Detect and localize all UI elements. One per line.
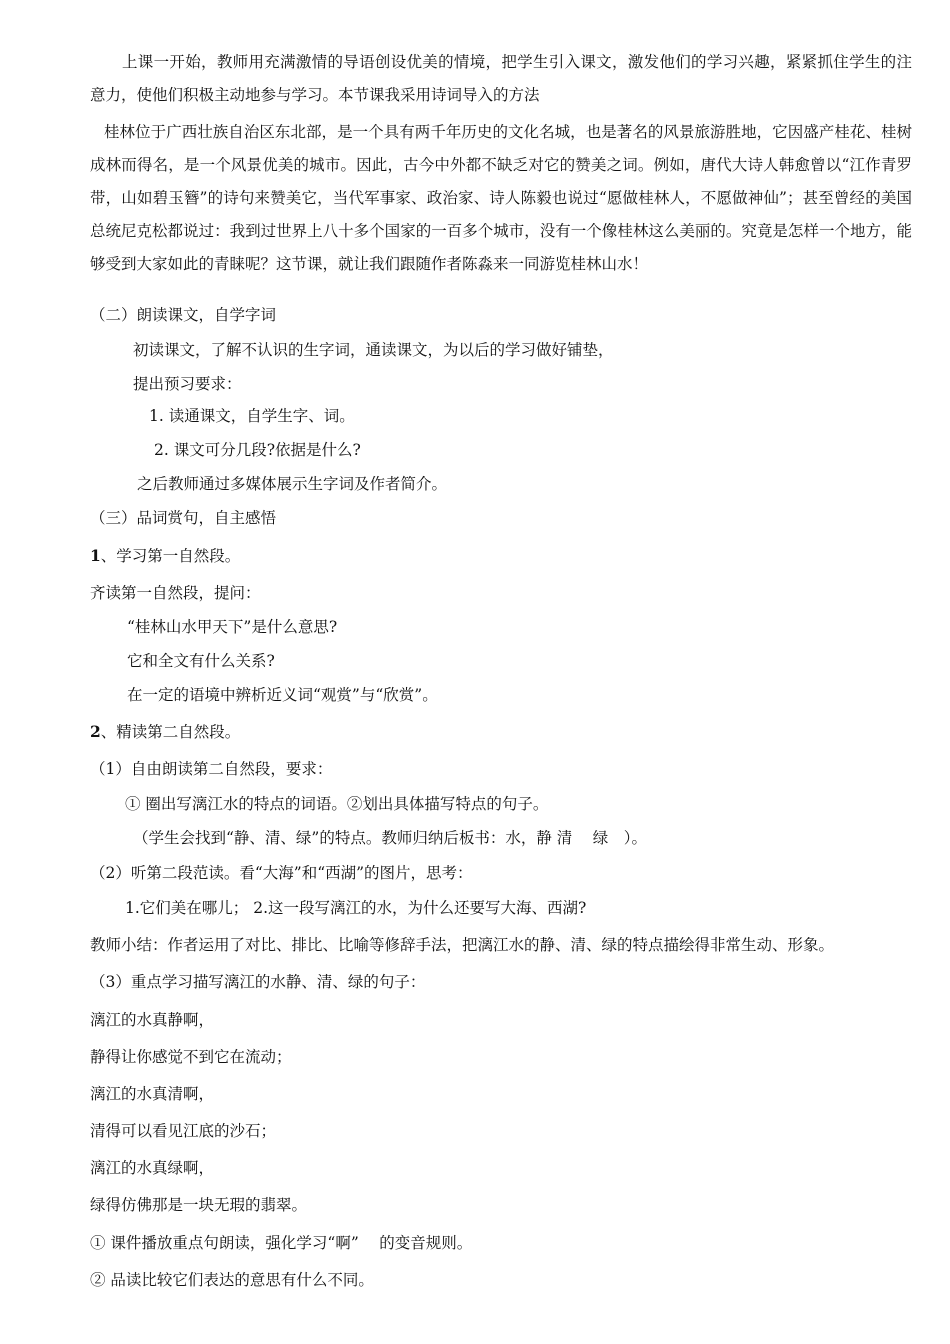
step-2-title: 、精读第二自然段。: [100, 723, 241, 741]
first-reading-instruction: 初读课文，了解不认识的生字词，通读课文，为以后的学习做好铺垫，: [133, 341, 614, 359]
step-1-number: 1: [90, 546, 101, 565]
courseware-step-1: ① 课件播放重点句朗读，强化学习“啊” 的变音规则。: [90, 1234, 473, 1252]
step-2-task-1-detail: ① 圈出写漓江水的特点的词语。②划出具体描写特点的句子。: [125, 795, 549, 813]
poem-line: 静得让你感觉不到它在流动；: [90, 1048, 292, 1066]
poem-line: 清得可以看见江底的沙石；: [90, 1122, 277, 1140]
poem-line: 绿得仿佛那是一块无瑕的翡翠。: [90, 1196, 308, 1214]
step-1-title: 、学习第一自然段。: [100, 547, 241, 565]
teacher-summary: 教师小结：作者运用了对比、排比、比喻等修辞手法，把漓江水的静、清、绿的特点描绘得非常生动、形象。: [90, 936, 835, 954]
step-2-task-1: （1）自由朗读第二自然段，要求：: [90, 760, 333, 778]
step-1-question-2: 它和全文有什么关系?: [127, 652, 275, 670]
intro-paragraph: 上课一开始，教师用充满激情的导语创设优美的情境，把学生引入课文，激发他们的学习兴趣，紧紧抓住学生的注意力，使他们积极主动地参与学习。本节课我采用诗词导入的方法: [90, 53, 912, 104]
step-2-task-3: （3）重点学习描写漓江的水静、清、绿的句子：: [90, 973, 426, 991]
poem-line: 漓江的水真清啊，: [90, 1085, 215, 1103]
requirement-item-2: 2. 课文可分几段?依据是什么?: [154, 441, 361, 459]
step-2-number: 2: [90, 722, 101, 741]
courseware-step-2: ② 品读比较它们表达的意思有什么不同。: [90, 1271, 374, 1289]
guilin-intro-paragraph: 桂林位于广西壮族自治区东北部，是一个具有两千年历史的文化名城，也是著名的风景旅游胜地，它因盛产桂花、桂树成林而得名，是一个风景优美的城市。因此，古今中外都不缺乏对它的赞美之词。例如，唐代大诗人韩愈曾以“江作青罗带，山如碧玉簪”的诗句来赞美它，当代军事家、政治家、诗人陈毅也说过“愿做桂林人，不愿做神仙”；甚至曾经的美国总统尼克松都说过：我到过世界上八十多个国家的一百多个城市，没有一个像桂林这么美丽的。究竟是怎样一个地方，能够受到大家如此的青睐呢？这节课，就让我们跟随作者陈淼来一同游览桂林山水！: [90, 123, 912, 273]
multimedia-note: 之后教师通过多媒体展示生字词及作者简介。: [137, 475, 448, 493]
step-2-task-2: （2）听第二段范读。看“大海”和“西湖”的图片，思考：: [90, 864, 473, 882]
preview-requirements-label: 提出预习要求：: [133, 375, 242, 393]
requirement-item-1: 1. 读通课文，自学生字、词。: [149, 407, 355, 425]
step-2-task-1-note: （学生会找到“静、清、绿”的特点。教师归纳后板书：水，静 清 绿 ）。: [133, 829, 647, 847]
poem-line: 漓江的水真静啊，: [90, 1011, 215, 1029]
step-2-task-2-questions: 1.它们美在哪儿； 2.这一段写漓江的水，为什么还要写大海、西湖?: [125, 899, 587, 917]
poem-line: 漓江的水真绿啊，: [90, 1159, 215, 1177]
section-heading-appreciation: （三）品词赏句，自主感悟: [90, 509, 277, 527]
step-1-heading: [90, 546, 240, 566]
step-1-line-1: 齐读第一自然段，提问：: [90, 584, 261, 602]
section-heading-read-text: （二）朗读课文，自学字词: [90, 306, 277, 324]
step-1-question-3: 在一定的语境中辨析近义词“观赏”与“欣赏”。: [127, 686, 438, 704]
step-1-question-1: “桂林山水甲天下”是什么意思?: [127, 618, 338, 636]
step-2-heading: [90, 722, 240, 742]
